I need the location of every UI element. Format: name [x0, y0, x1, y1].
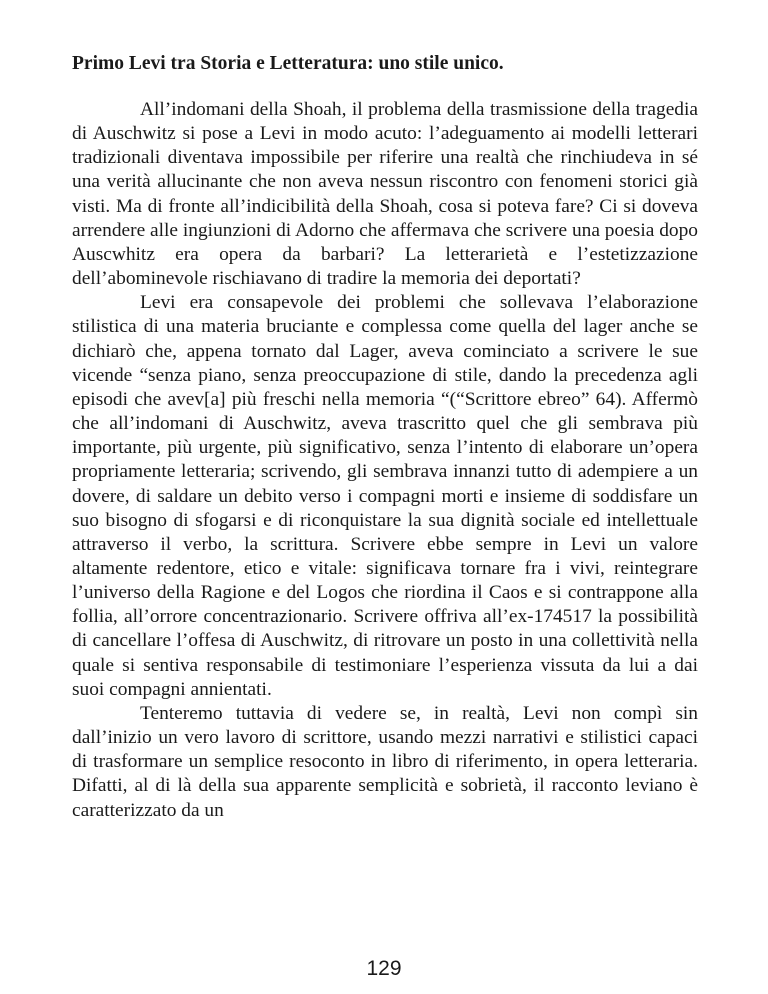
page-body	[72, 52, 698, 823]
paragraph-3: Tenteremo tuttavia di vedere se, in realtà, Levi non compì sin dall’inizio un vero lavoro di scrittore, usando mezzi narrativi e stilistici capaci di trasformare un semplice resoconto in libro di riferimento, in opera letteraria. Difatti, al di là della sua apparente semplicità e sobrietà, il racconto leviano è caratterizzato da un	[72, 702, 698, 821]
page-number: 129	[366, 957, 402, 980]
document-title: Primo Levi tra Storia e Letteratura: uno stile unico.	[72, 53, 504, 74]
paragraph-1: All’indomani della Shoah, il problema della trasmissione della tragedia di Auschwitz si pose a Levi in modo acuto: l’adeguamento ai modelli letterari tradizionali diventava impossibile per riferire una realtà che rinchiudeva in sé una verità allucinante che non aveva nessun riscontro con fenomeni storici già visti. Ma di fronte all’indicibilità della Shoah, cosa si poteva fare? Ci si doveva arrendere alle ingiunzioni di Adorno che affermava che scrivere una poesia dopo Auscwhitz era opera da barbari? La letterarietà e l’estetizzazione dell’abominevole rischiavano di tradire la memoria dei deportati?	[72, 99, 698, 290]
paragraph-2: Levi era consapevole dei problemi che sollevava l’elaborazione stilistica di una materia bruciante e complessa come quella del lager anche se dichiarò che, appena tornato dal Lager, aveva cominciato a scrivere le sue vicende “senza piano, senza preoccupazione di stile, dando la precedenza agli episodi che avev[a] più freschi nella memoria “(“Scrittore ebreo” 64). Affermò che all’indomani di Auschwitz, aveva trascritto quel che gli sembrava più importante, più urgente, più significativo, senza l’intento di elaborare un’opera propriamente letteraria; scrivendo, gli sembrava innanzi tutto di adempiere a un dovere, di saldare un debito verso i compagni morti e insieme di soddisfare un suo bisogno di sfogarsi e di riconquistare la sua dignità sociale ed intellettuale attraverso il verbo, la scrittura. Scrivere ebbe sempre in Levi un valore altamente redentore, etico e vitale: significava tornare fra i vivi, reintegrare l’universo della Ragione e del Logos che riordina il Caos e si contrappone alla follia, all’orrore concentrazionario. Scrivere offriva all’ex-174517 la possibilità di cancellare l’offesa di Auschwitz, di ritrovare un posto in una collettività nella quale si sentiva responsabile di testimoniare l’esperienza vissuta da lui a dai suoi compagni annientati.	[72, 292, 698, 700]
